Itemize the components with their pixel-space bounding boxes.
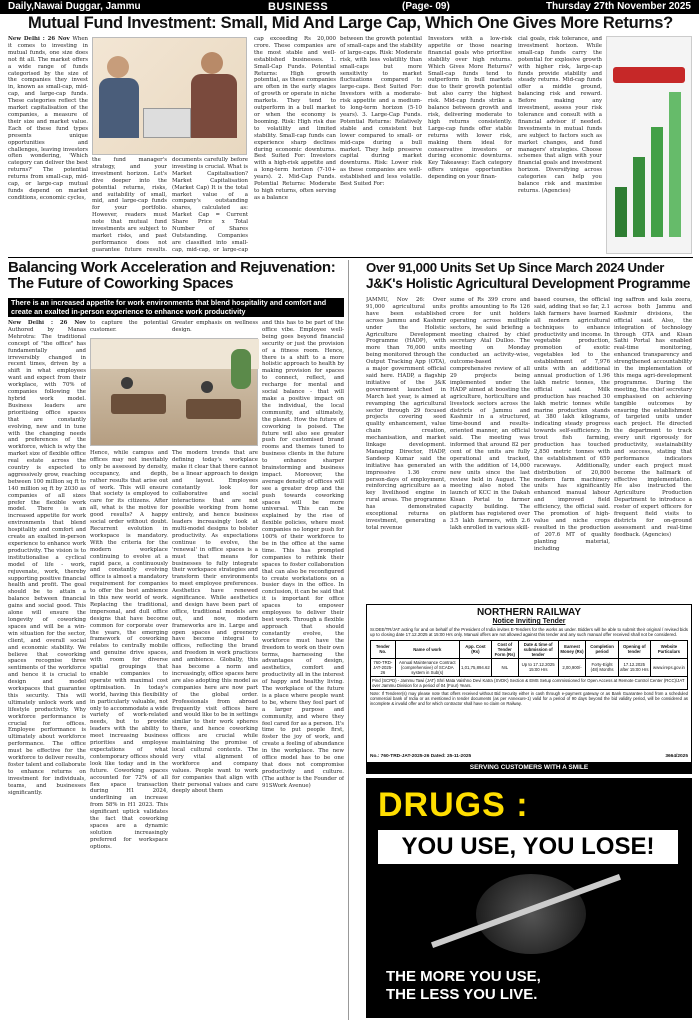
table-cell: NIL: [491, 658, 518, 676]
railway-tender-notice: [366, 604, 692, 774]
table-cell: 760-TRD-JAT-2025-26: [371, 658, 396, 676]
notice-title: Notice Inviting Tender: [492, 618, 566, 625]
cowork-col-3-top: Greater emphasis on wellness design.: [172, 320, 258, 333]
mutual-col-5: between the growth potential of small-caps and the stability of large-caps. Risk: Moderate risk, with less volatility than small-caps but more sensitivity to market fluctuations compared to large-caps. Best Suited For: Investors with a moderate-risk appetite and a medium- to long-term horizon (5-10 years). 3. Large-Cap Funds. Potential Returns: Relatively stable and consistent but lower compared to small- or mid-caps during a bull market. They help preserve capital during market downturns. Risk: Lower risk as these companies are well-established and less volatile. Best Suited For:: [340, 36, 422, 188]
anti-drug-advertisement: [366, 778, 692, 1018]
notice-note: Note: If Tenderer(s) may please note that offers received without Bid Security either in cash through e-payment gateway or as Bank Guarantee bond from a scheduled commercial bank of India or as mentioned in tender documents (as per Annexure-1) valid for a period of 90 days beyond the bid validity period, will be considered as incomplete & invalid offer and for which contractor shall have no claim on Railway.: [370, 690, 688, 706]
section-divider: [8, 257, 693, 258]
cowork-col-2: Hence, while campus and offices may not inevitably only be assessed by density, occupancy, and depth, rather results that arise out of work. This will ensure that society is employed to care for its citizens. After all, what is the motive for good results? A happy social order without doubt. Recurrent evolution in workspace is mandatory. With the criteria for the modern workplace continuing to evolve at a rapid pace, a continuously and constantly evolving office is almost a mandatory requirement for companies to offer the best ambience in this new world of work. Replacing the traditional, impersonal, and dull office designs that have become common for corporate over the years, the emerging framework of coworking relates to centrally mobile and genuine drive spaces, with room for diverse spatial groupings that enable companies to operate with maximal cost optimisation. In today's world, having this flexibility in particularly valuable, not only to accommodate a wide variety of work-related needs, but to provide leaders with the ability to meet increasing business priorities and employee expectations of what contemporary offices should look like today and in the future. Coworking spaces accounted for 72% of all flex space transaction during H1 2024, underlining an increase from 58% in H1 2023. This significant uptick validates the fact that coworking spaces are a dynamic solution increasingly preferred for workspace options.: [90, 450, 168, 850]
body-text: When it comes to investing in mutual funds, one size does not fit all. The market offers a wide range of funds categorised by the size of the companies they invest in, known as small-cap, mid-cap, and large-cap funds. These categories reflect the market capitalisation of the companies, a measure of their size and market value. Each of these fund types presents unique opportunities and challenges, leaving investors often wondering, 'Which category can deliver the best returns?' The potential returns from small-cap, mid-cap, or large-cap mutual funds depend on market conditions, economic cycles,: [8, 36, 88, 201]
jk-headline-line-1: Over 91,000 Units Set Up Since March 2024 Under: [366, 260, 665, 275]
ad-line-1: THE MORE YOU USE,: [386, 968, 541, 985]
coworking-subhead: There is an increased appetite for work environments that blend hospitality and comfort and create an exalted in-person experience to enhance work productivity: [8, 298, 344, 317]
mutual-col-3: documents carefully before investing is crucial. What is Market Capitalisation? Market Capitalisation (Market Cap) It is the total market value of a company's outstanding shares, calculated as: Market Cap = Current Share Price x Total Number of Shares Outstanding. Companies are classified into small-cap, mid-cap, or large-cap: [172, 157, 248, 253]
railway-name: NORTHERN RAILWAY: [476, 607, 582, 618]
byline: Authored by Manas Mehrotra:: [8, 326, 86, 340]
cowork-col-4: and this has to be part of the office vibe. Employee well-being goes beyond financial security or just the provision of a fitness room. Hence, there is a shift to a more holistic approach to health by making provision for spaces to connect, reflect, and recharge for mental and social balance - that will make a positive impact on the individual, the local community, and ultimately, the planet. How the future of coworking is poised. The future will also see greater push for customised brand rooms and themes tuned to business clients in the future to enhance sharper brainstorming and business impact. Moreover, the average density of offices will see a greater drop and the push towards coworking spaces will be more universal. This can be explained by the rise of flexible policies, where most companies no longer push for 100% of their workforce to be in the office at the same time. This has prompted companies to rethink their spaces to foster collaboration that can also be reconfigured to create workstations on a busier days in the office. In conclusion, it can be said that it is important for office spaces to empower employees to deliver their best work. Through a flexible approach that should constantly evolve, the workforce must have the freedom to work on their own terms, harnessing the advantages of design, aesthetics, comfort and productivity all in the interest of happy and healthy living. The workplace of the future is a place where people want to be, where they feel part of a larger purpose and community, and where they feel cared for as a person. It's time to put people first, foster the joy of work, and create a feeling of abundance in the workplace. The new office model has to be one that does not compromise productivity and culture. (The author is the Founder of 91SWork Avenue): [262, 320, 344, 789]
dateline: New Delhi : 26 Nov: [8, 36, 70, 42]
mutual-col-7: cial goals, risk tolerance, and investment horizon. While small-cap funds carry the potential for explosive growth with higher risk, large-cap funds provide stability and steady returns. Mid-cap funds offer a middle ground, balancing risk and reward. Before making any investment, assess your risk tolerance and consult with a financial advisor if needed. Investments in mutual funds are subject to factors such as market changes, and fund managers' strategies. Choose schemes that align with your financial goals and investment horizon. Diversifying across categories can help you balance risk and maximise returns. (Agencies): [518, 36, 602, 194]
mutual-fund-headline: Mutual Fund Investment: Small, Mid And Large Cap, Which One Gives More Returns?: [28, 14, 673, 32]
table-cell: Up to 17.12.2025 15:00 Hrs: [518, 658, 558, 676]
col-header: Opening of tender: [618, 640, 650, 658]
col-header: Tender No.: [371, 640, 396, 658]
col-header: Cost of Tender Form (Rs): [491, 640, 518, 658]
mutual-col-4: cap exceeding Rs 20,000 crore. These companies are the most stable and well-established businesses. 1. Small-Cap Funds. Potential Returns: High growth potential, as these companies are often in the early stages of growth or operate in niche markets. They tend to outperform in a bull market or when the economy is booming. Risk: High risk due to volatility and limited stability. Small-cap funds can experience sharp declines during economic downturns. Best Suited For: Investors with a high-risk appetite and a long-term horizon (7-10+ years). 2. Mid-Cap Funds. Potential Returns: Moderate to high returns, often serving as a balance: [254, 36, 336, 201]
jk-col-1: JAMMU, Nov 26: Over 91,000 agricultural units have been established across Jammu and Kashmir under the Holistic Agriculture Development Programme (HADP), with more than 76,000 units being monitored through the Output Tracking App (OTA), a major government official said here. HADP, a flagship initiative of the J&K government launched in March last year, is aimed at revamping the agricultural sector through 29 focused projects covering seed quality enhancement, value chain creation, mechanisation, and market linkage development. Managing Director, HADP, Sandeep Kumar said the initiative has generated an impressive 1.36 crore person-days of employment, reinforcing agriculture as a key livelihood engine in rural areas. The programme has demonstrated exceptional returns on investment, generating a total revenue: [366, 297, 446, 531]
mutual-col-6: Investors with a low-risk appetite or those nearing financial goals who prioritise stability over high returns. Which Gives More Returns? Small-cap funds tend to outperform in bull markets due to their growth potential but also carry the highest risk. Mid-cap funds strike a balance between growth and risk, delivering moderate to high returns consistently. Large-cap funds offer stable returns with lower risk, making them ideal for conservative investors or during economic downturns. Key Takeaway: Each category offers unique opportunities depending on your finan-: [428, 36, 512, 181]
dateline: New Delhi : 26 Nov: [8, 320, 86, 326]
table-cell: 17.12.2025 after 15:00 Hrs: [618, 658, 650, 676]
notice-code: 3664/2025: [665, 754, 688, 759]
cowork-col-3: The modern trends that are defining today's workplace make it clear that there cannot be a linear approach to design and layout. Employees constantly look for collaborative and social interactions that are not possible working from home entirely, and hence business leaders increasingly look at multi-model designs to bolster productivity. As expectations continue to evolve, the 'renewal' in office spaces is a must that means for businesses to fully integrate their workspace strategies and transform their environments to meet employee preferences. Aesthetics have renewed significance. While aesthetics and design have been part of office, traditional models are out, and now, modern frameworks are in. Large and open spaces and greenery have become integral to offices, reflecting the brand and freedom in work practices and ambience. Globally, this has become a norm and increasingly, office spaces here are also adopting this model as companies here are now part of the global order. Professionals from abroad frequently visit offices here and would like to be in settings similar to their work spheres there, and hence coworking offices are crucial while maintaining the promise of local cultural contexts. The very vital alignment of workforce and company values. People want to work for companies that align with their personal values and care deeply about them: [172, 450, 258, 795]
cowork-col-1: [8, 320, 86, 1020]
tender-table: [370, 640, 688, 690]
table-row: [371, 676, 688, 689]
cowork-col-2-top: to capture the potential customer.: [90, 320, 168, 333]
page-header-bar: [0, 0, 699, 14]
newspaper-name: Daily,Nawai Duggar, Jammu: [8, 1, 141, 12]
mutual-col-1: [8, 36, 88, 254]
col-header: Date & time of submission of tender: [518, 640, 558, 658]
jk-col-4: ing saffron and kala zeera, across both Jammu and Kashmir divisions, the official said. Also, the integration of technology through OTA and Kisan Sathi Portal has enabled real-time monitoring, enhanced transparency and strengthened accountability in the implementation of this mega agri-development programme. During the meeting, the chief secretary emphasised on achieving tangible outcomes by ensuring the establishment of targeted units under each project. He directed the department to track every unit rigorously for productivity, sustainability and success, stating that performance indicators under each project must become the hallmark of effective implementation. He also instructed the Agriculture Production Department to introduce a roster of expert officers for frequent field visits to districts for on-ground assessment and real-time feedback. (Agencies): [614, 297, 692, 538]
coworking-headline: Balancing Work Acceleration and Rejuvenation: The Future of Coworking Spaces: [8, 259, 336, 292]
work-description: Pind (SCPD) - Jammu Tawi (JAT) Shri Mata Vaishno Devi Katra (SVDK) Section & EMS Setup commissioned for Open Access at Remote Control Center (RCC)/JAT over Jammu Division for a period of 04 (Four) Years.: [371, 676, 688, 689]
ad-tagline: YOU USE, YOU LOSE!: [378, 830, 678, 864]
col-header: Earnest Money (Rs): [558, 640, 586, 658]
jk-headline-line-2: J&K's Holistic Agricultural Development Programme: [366, 276, 691, 291]
growth-graphic: [606, 36, 692, 254]
col-header: App. Cost (Rs): [459, 640, 491, 658]
tender-header-row: [371, 640, 688, 658]
jk-col-3: based courses, the official said, adding that so far, 2.1 lakh farmers have learned all modern agricultural techniques to enhance productivity and income. In vegetable production, promotion of exotic vegetables led to the establishment of 7,976 units with an additional annual production of 1.96 lakh metric tonnes, the official said. Milk production has reached 30 lakh metric tonnes while marine production stands at 380 lakh kilograms, indicating steady progress towards self-sufficiency. In trout fish farming, production has touched 2,850 metric tonnes with the establishment of 659 raceways. Additionally, distribution of 20,800 modern farm machinery units has significantly enhanced manual labour and improved field efficiency, the official said. The promotion of high-value and niche crops resulted in the production of 207.6 MT of quality planting material, including: [534, 297, 610, 552]
railway-slogan: SERVING CUSTOMERS WITH A SMILE: [367, 762, 691, 773]
ad-line-2: THE LESS YOU LIVE.: [386, 986, 538, 1003]
table-cell: Annual Maintenance Contract (comprehensive) of SCADA system in Sub(s): [395, 658, 459, 676]
body-text: The traditional concept of "the office" has fundamentally and irreversibly changed in recent times, driven by a shift in what employees want and expect from their workplace, with 70% of companies following the hybrid work model. Business leaders are prioritising office spaces that are constantly evolving, new and in tune with the changing needs and preferences of the workforce, which is why the market size of flexible office real estate across the country is expected to aggressively grow, reaching between 100 million sq ft to 140 million sq ft by 2030 as companies of all sizes prefer the flexible work model. There is an increased appetite for work environments that blend hospitality and comfort and create an exalted in-person experience to enhance work productivity. The vision is to institutionalise a cyclical model of life - work, rejuvenate, work, thereby supporting positive financial health and profit. The goal should be to attain a balance between financial gains and social good. This alone will ensure the longevity of coworking spaces and will be a win-win situation for the sector, client, and overall social and economic stability. We believe that coworking spaces recognise three sentiments of the workforce and hence it is crucial to design and model workspaces that guarantee this security. This will ultimately unlock work and lifestyle productivity. Why workforce performance is crucial for offices. Employee performance is ultimately about workforce performance. The office must be effective for the workforce to deliver results, foster talent and collaborate to enhance returns on investment for individuals, teams, and businesses significantly.: [8, 333, 86, 796]
ad-title: DRUGS :: [378, 786, 529, 824]
page-number: (Page- 09): [402, 1, 450, 12]
mutual-col-2: the fund manager's strategy, and your investment horizon. Let's dive deeper into the potential returns, risks, and suitability of small, mid, and large-cap funds for your portfolio. However, readers must note that mutual fund investments are subject to market risks, and past performance does not guarantee future results.: [92, 157, 167, 253]
col-header: Name of work: [395, 640, 459, 658]
notice-intro: Sr.DEE/TR/JAT acting for and on behalf of the President of India invites E-Tenders for the works as under. Bidders will be able to submit their original / revised bids up to closing date 17.12.2025 at 15:00 Hrs only. Manual offers are not allowed against this tender and any such manual offer received shall not be considered.: [370, 627, 688, 638]
investor-photo: [92, 37, 247, 155]
issue-date: Thursday 27th November 2025: [545, 1, 691, 12]
col-header: Website Particulars: [650, 640, 687, 658]
section-name: BUSINESS: [268, 1, 329, 13]
table-cell: www.ireps.gov.in: [650, 658, 687, 676]
coworking-photo: [90, 338, 258, 446]
table-row: [371, 658, 688, 676]
table-cell: 1,01,75,894.62: [459, 658, 491, 676]
column-divider: [348, 260, 349, 1020]
table-cell: 2,00,900/-: [558, 658, 586, 676]
table-cell: Forty-Eight (48) Months: [586, 658, 618, 676]
jk-col-2: sume of Rs 399 crore and profits amounting to Rs 126 crore for unit holders operating across multiple sectors, he said briefing a meeting chaired by chief secretary Atal Dulloo. The meeting on Monday conducted an activity-wise, outcome-based comprehensive review of all 29 projects being implemented under the HADP aimed at boosting the agriculture, horticulture and livestock sectors across the districts of Jammu and Kashmir in a structured, time-bound and results-oriented manner, an official said. The meeting was informed that around 82 per cent of the units are fully operational and tracked, with the addition of 14,000 new units since the last review held in August. The meeting also noted the launch of KCC in the Dakah Kisan Portal to farmer capacity building. The platform has registered over 3.5 lakh farmers, with 2.6 lakh enrolled in various skill-: [450, 297, 530, 531]
skull-graphic: [476, 874, 586, 954]
col-header: Completion period: [586, 640, 618, 658]
notice-reference: No.: 760-TRD-JAT-2025-26 Dated: 25-11-2025: [370, 754, 472, 759]
